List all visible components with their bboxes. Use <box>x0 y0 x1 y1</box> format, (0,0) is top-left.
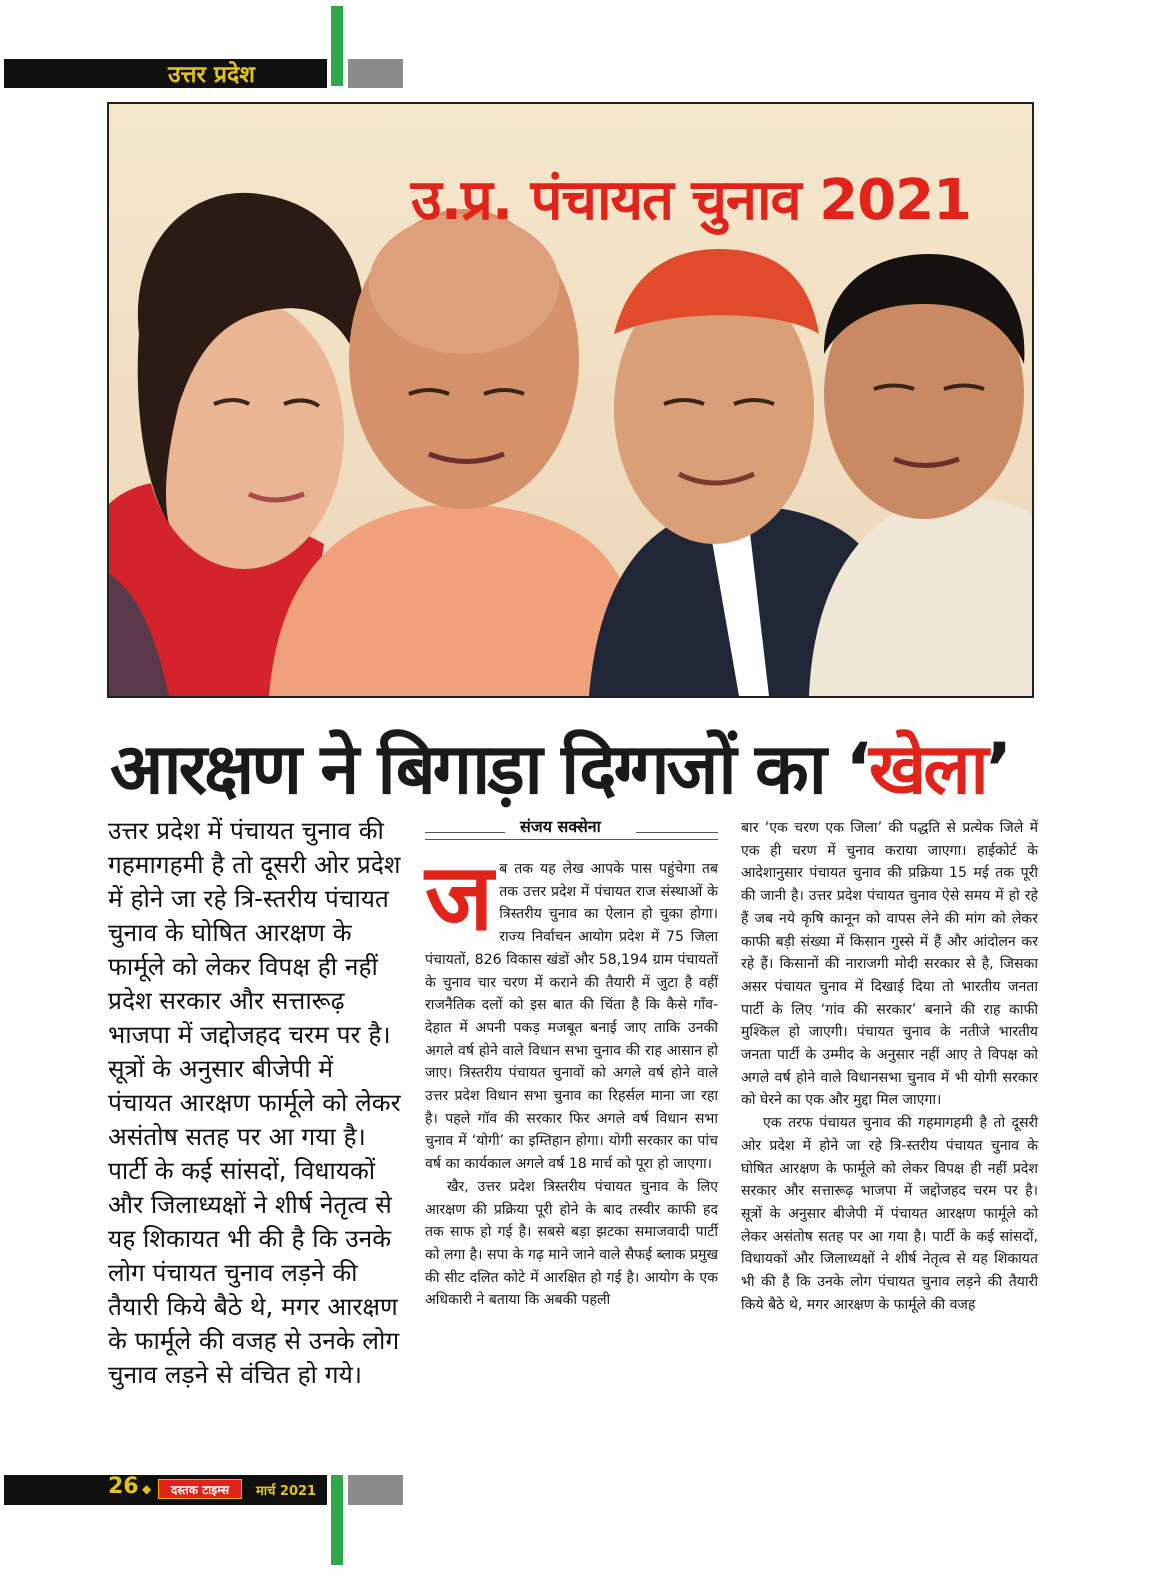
hero-image <box>107 102 1034 698</box>
byline-underline <box>425 839 718 840</box>
byline-rule-right <box>636 832 718 833</box>
portrait-4 <box>809 254 1032 696</box>
headline-accent: खेला <box>868 728 986 810</box>
byline-rule-left <box>425 832 505 833</box>
top-green-rule <box>331 6 343 86</box>
publication-name: दस्तक टाइम्स <box>158 1479 242 1499</box>
article-paragraph: एक तरफ पंचायत चुनाव की गहमागहमी है तो दूसरी ओर प्रदेश में होने जा रहे त्रि-स्तरीय पंचायत चुनाव के घोषित आरक्षण के फार्मूले को लेकर विपक्ष ही नहीं प्रदेश सरकार और सत्तारूढ़ भाजपा में जद्दोजहद चरम पर है। सूत्रों के अनुसार बीजेपी में पंचायत आरक्षण फार्मूले को लेकर असंतोष सतह पर आ गया है। पार्टी के कई सांसदों, विधायकों और जिलाध्यक्षों ने शीर्ष नेतृत्व से यह शिकायत भी की है कि उनके लोग पंचायत चुनाव लड़ने की तैयारी किये बैठे थे, मगर आरक्षण के फार्मूले की वजह <box>741 1115 1038 1313</box>
bottom-green-rule <box>331 1475 343 1565</box>
headline-end: ’ <box>985 728 1010 810</box>
section-header-bar <box>4 59 327 88</box>
page-number: 26 <box>108 1474 139 1499</box>
hero-title: उ.प्र. पंचायत चुनाव 2021 <box>411 168 971 233</box>
article-column-2 <box>425 844 718 1312</box>
headline <box>110 718 1009 814</box>
article-column-3 <box>741 817 1038 1316</box>
article-paragraph: खैर, उत्तर प्रदेश त्रिस्तरीय पंचायत चुनाव के लिए आरक्षण की प्रक्रिया पूरी होने के बाद तस्वीर काफी हद तक साफ हो गई है। सबसे बड़ा झटका समाजवादी पार्टी को लगा है। सपा के गढ़ माने जाने वाले सैफई ब्लाक प्रमुख की सीट दलित कोटे में आरक्षित हो गई है। आयोग के एक अधिकारी ने बताया कि अबकी पहली <box>425 1178 718 1309</box>
headline-main: आरक्षण ने बिगाड़ा दिग्गजों का ‘ <box>110 728 869 810</box>
top-grey-block <box>348 59 403 88</box>
issue-date: मार्च 2021 <box>256 1484 317 1499</box>
section-label: उत्तर प्रदेश <box>168 62 255 88</box>
article-paragraph: बार ‘एक चरण एक जिला’ की पद्धति से प्रत्येक जिले में एक ही चरण में चुनाव कराया जाएगा। हाईकोर्ट के आदेशानुसार पंचायत चुनाव की प्रक्रिया 15 मई तक पूरी की जानी है। उत्तर प्रदेश पंचायत चुनाव ऐसे समय में हो रहे हैं जब नये कृषि कानून को वापस लेने की मांग को लेकर काफी बड़ी संख्या में किसान गुस्से में हैं और आंदोलन कर रहे हैं। किसानों की नाराजगी मोदी सरकार से है, जिसका असर पंचायत चुनाव में दिखाई दिया तो भारतीय जनता पार्टी के लिए ‘गांव की सरकार’ बनाने की राह काफी मुश्किल हो जाएगी। पंचायत चुनाव के नतीजे भारतीय जनता पार्टी के उम्मीद के अनुसार नहीं आए ते विपक्ष को अगले वर्ष होने वाले विधानसभा चुनाव में भी योगी सरकार को घेरने का एक और मुद्दा मिल जाएगा। <box>741 820 1038 1109</box>
byline-author: संजय सक्सेना <box>520 817 601 836</box>
drop-cap: ज <box>425 844 494 951</box>
article-paragraph: ब तक यह लेख आपके पास पहुंचेगा तब तक उत्तर प्रदेश में पंचायत राज संस्थाओं के त्रिस्तरीय चुनाव का ऐलान हो चुका होगा। राज्य निर्वाचन आयोग प्रदेश में 75 जिला पंचायतों, 826 विकास खंडों और 58,194 ग्राम पंचायतों के चुनाव चार चरण में कराने की तैयारी में जुटा है वहीं राजनैतिक दलों को इस बात की चिंता है कि कैसे गाँव-देहात में अपनी पकड़ मजबूत बनाई जाए ताकि उनकी अगले वर्ष होने वाले विधान सभा चुनाव की राह आसान हो जाए। त्रिस्तरीय पंचायत चुनावों को अगले वर्ष होने वाले उत्तर प्रदेश विधान सभा चुनाव का रिहर्सल माना जा रहा है। पहले गॉव की सरकार फिर अगले वर्ष विधान सभा चुनाव में ‘योगी’ का इम्तिहान होगा। योगी सरकार का पांच वर्ष का कार्यकाल अगले वर्ष 18 मार्च को पूरा हो जाएगा। <box>425 861 718 1173</box>
footer-bullet-icon: ◆ <box>142 1482 152 1496</box>
bottom-grey-block <box>348 1475 403 1505</box>
intro-text: उत्तर प्रदेश में पंचायत चुनाव की गहमागहमी है तो दूसरी ओर प्रदेश में होने जा रहे त्रि-स्तरीय पंचायत चुनाव के घोषित आरक्षण के फार्मूले को लेकर विपक्ष ही नहीं प्रदेश सरकार और सत्तारूढ़ भाजपा में जद्दोजहद चरम पर है। सूत्रों के अनुसार बीजेपी में पंचायत आरक्षण फार्मूले को लेकर असंतोष सतह पर आ गया है। पार्टी के कई सांसदों, विधायकों और जिलाध्यक्षों ने शीर्ष नेतृत्व से यह शिकायत भी की है कि उनके लोग पंचायत चुनाव लड़ने की तैयारी किये बैठे थे, मगर आरक्षण के फार्मूले की वजह से उनके लोग चुनाव लड़ने से वंचित हो गये। <box>108 816 401 1389</box>
